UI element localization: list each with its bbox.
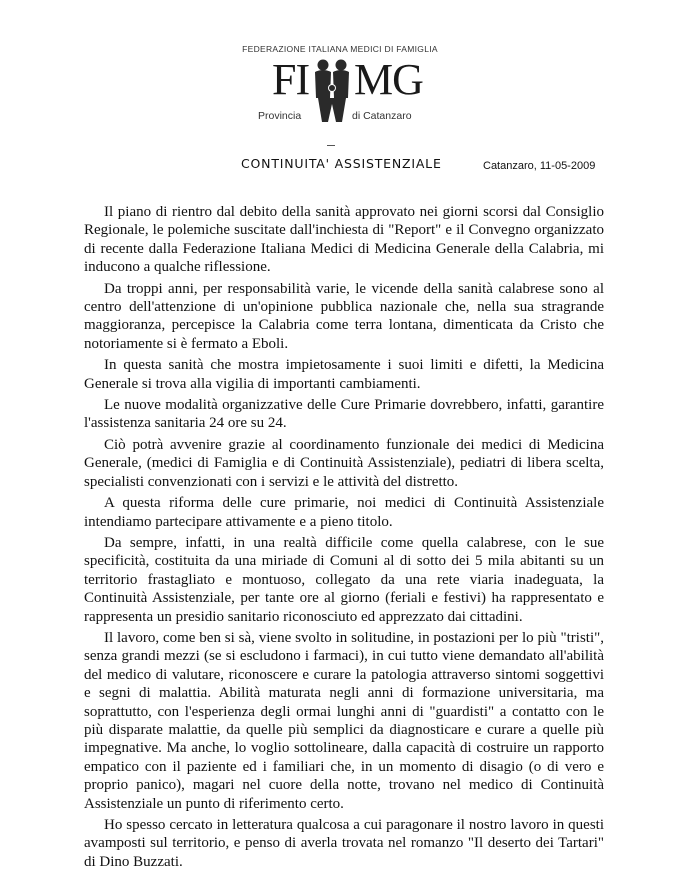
letterhead [0,0,677,135]
paragraph: Da troppi anni, per responsabilità varie, le vicende della sanità calabrese sono al centro dell'attenzione di un'opinione pubblica nazionale che, nella sua stragrande maggioranza, percepisce la Calabria come terra lontana, dimenticata da Cristo che notoriamente si è fermato a Eboli. [84,280,604,352]
paragraph: Ho spesso cercato in letteratura qualcosa a cui paragonare il nostro lavoro in questi avamposti sul territorio, e penso di averla trovata nel romanzo "Il deserto dei Tartari" di Dino Buzzati. [84,817,604,870]
paragraph: A questa riforma delle cure primarie, noi medici di Continuità Assistenziale intendiamo partecipare attivamente e a pieno titolo. [84,495,604,530]
document-title: CONTINUITA' ASSISTENZIALE [241,156,442,171]
letter-body [84,203,604,874]
paragraph: Da sempre, infatti, in una realtà difficile come quella calabrese, con le sue specificità, costituita da una miriade di Comuni al di sotto dei 5 mila abitanti su un territorio frastagliato e montuoso, collegato da una rete viaria inadeguata, la Continuità Assistenziale, per tante ore al giorno (feriali e festivi) ha rappresentato e rappresenta un presidio sanitario riconosciuto ed apprezzato dai cittadini. [84,534,604,625]
document-date: Catanzaro, 11-05-2009 [483,160,596,172]
paragraph: In questa sanità che mostra impietosamente i suoi limiti e difetti, la Medicina Generale si trova alla vigilia di importanti cambiamenti. [84,357,604,392]
logo-text-left: FI [272,55,310,104]
federation-name: FEDERAZIONE ITALIANA MEDICI DI FAMIGLIA [242,44,438,54]
logo-text-right: MG [354,55,423,104]
city-label: di Catanzaro [352,110,412,122]
paragraph: Il lavoro, come ben si sà, viene svolto in solitudine, in postazioni per lo più "tristi", senza grandi mezzi (se si escludono i farmaci), in cui tutto viene demandato all'abilità del medico di valutare, riconoscere e curare la patologia attraverso sintomi soggettivi e segni di malattia. Abilità maturata negli anni di formazione universitaria, ma soprattutto, con l'esperienza degli ormai lunghi anni di "guardisti" a contatto con le più disparate malattie, da quelle più semplici da diagnosticare e curare a quelle più impegnative. Ma anche, lo voglio sottolineare, dalla capacità di costruire un rapporto empatico con il paziente ed i familiari che, in un momento di disagio (o di vero e proprio panico), magari nel cuore della notte, trovano nel medico di Continuità Assistenziale un punto di riferimento certo. [84,629,604,812]
paragraph: Il piano di rientro dal debito della sanità approvato nei giorni scorsi dal Consiglio Regionale, le polemiche suscitate dall'inchiesta di "Report" e il Convegno organizzato di recente dalla Federazione Italiana Medici di Medicina Generale della Calabria, mi inducono a qualche riflessione. [84,204,604,276]
province-label: Provincia [258,110,302,122]
paragraph: Ciò potrà avvenire grazie al coordinamento funzionale dei medici di Medicina Generale, (medici di Famiglia e di Continuità Assistenziale), pediatri di libera scelta, specialisti convenzionati con i servizi e le attività del distretto. [84,436,604,490]
paragraph: Le nuove modalità organizzative delle Cure Primarie dovrebbero, infatti, garantire l'assistenza sanitaria 24 ore su 24. [84,397,604,432]
title-mark [327,145,335,146]
family-figures-icon [312,58,356,124]
